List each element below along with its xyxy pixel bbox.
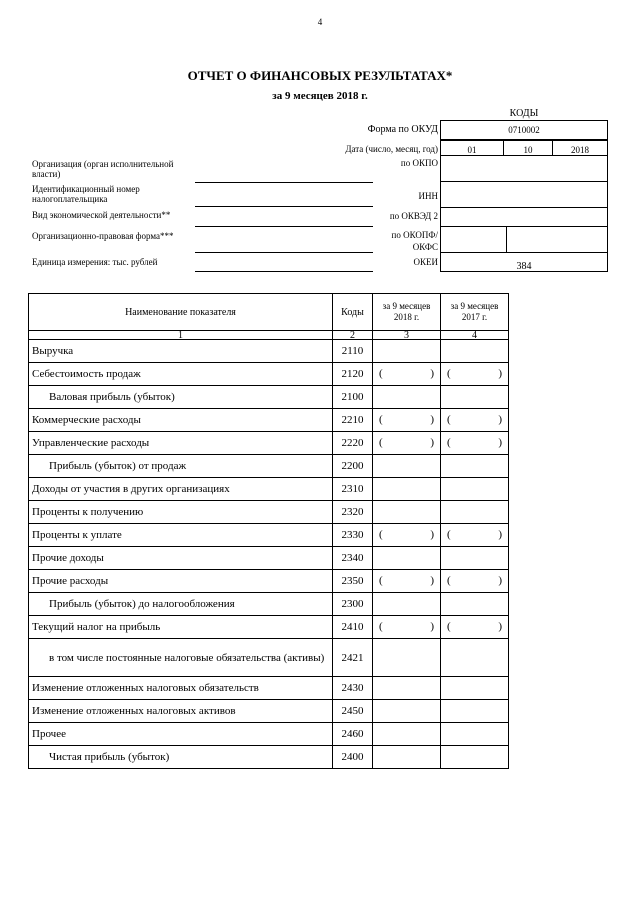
paren-close: ) bbox=[498, 574, 502, 587]
value-2018-cell bbox=[373, 455, 441, 478]
table-row bbox=[29, 386, 509, 409]
value-2018-cell bbox=[373, 677, 441, 700]
row-code: 2410 bbox=[333, 616, 373, 639]
row-label: Изменение отложенных налоговых обязательств bbox=[29, 677, 333, 700]
row-code: 2300 bbox=[333, 593, 373, 616]
paren-open: ( bbox=[379, 367, 383, 380]
row-code: 2200 bbox=[333, 455, 373, 478]
row-code: 2210 bbox=[333, 409, 373, 432]
value-2018-cell bbox=[373, 409, 441, 432]
paren-close: ) bbox=[498, 528, 502, 541]
row-label: Выручка bbox=[29, 340, 333, 363]
paren-close: ) bbox=[430, 413, 434, 426]
row-code: 2110 bbox=[333, 340, 373, 363]
paren-close: ) bbox=[430, 528, 434, 541]
value-2017-cell bbox=[441, 746, 509, 769]
row-code: 2340 bbox=[333, 547, 373, 570]
report-period: за 9 месяцев 2018 г. bbox=[272, 90, 368, 102]
row-code: 2430 bbox=[333, 677, 373, 700]
value-2017-cell bbox=[441, 363, 509, 386]
paren-close: ) bbox=[498, 620, 502, 633]
value-2018-cell bbox=[373, 570, 441, 593]
row-label: Прибыль (убыток) от продаж bbox=[29, 455, 333, 478]
value-2018-cell bbox=[373, 363, 441, 386]
date-label: Дата (число, месяц, год) bbox=[345, 144, 438, 154]
row-code: 2400 bbox=[333, 746, 373, 769]
row-label: в том числе постоянные налоговые обязательства (активы) bbox=[29, 639, 333, 677]
row-label: Себестоимость продаж bbox=[29, 363, 333, 386]
page-number: 4 bbox=[317, 17, 323, 27]
table-body bbox=[29, 340, 509, 769]
paren-open: ( bbox=[447, 620, 451, 633]
row-code: 2310 bbox=[333, 478, 373, 501]
row-code: 2120 bbox=[333, 363, 373, 386]
row-label: Валовая прибыль (убыток) bbox=[29, 386, 333, 409]
value-2018-cell bbox=[373, 639, 441, 677]
value-2018-cell bbox=[373, 700, 441, 723]
value-2017-cell bbox=[441, 432, 509, 455]
financial-results-table bbox=[28, 293, 509, 769]
value-2017-cell bbox=[441, 616, 509, 639]
table-row bbox=[29, 616, 509, 639]
table-row bbox=[29, 723, 509, 746]
paren-open: ( bbox=[379, 620, 383, 633]
paren-close: ) bbox=[430, 574, 434, 587]
unit-label: Единица измерения: тыс. рублей bbox=[32, 257, 158, 267]
value-2018-cell bbox=[373, 746, 441, 769]
value-2017-cell bbox=[441, 524, 509, 547]
header-name: Наименование показателя bbox=[29, 294, 333, 331]
table-row bbox=[29, 524, 509, 547]
value-2017-cell bbox=[441, 409, 509, 432]
value-2018-cell bbox=[373, 524, 441, 547]
paren-open: ( bbox=[447, 528, 451, 541]
okei-label: ОКЕИ bbox=[413, 257, 438, 267]
taxid-line bbox=[195, 206, 373, 207]
value-2017-cell bbox=[441, 723, 509, 746]
column-number: 3 bbox=[373, 331, 441, 340]
row-code: 2330 bbox=[333, 524, 373, 547]
paren-close: ) bbox=[430, 367, 434, 380]
okved-label: по ОКВЭД 2 bbox=[389, 211, 438, 221]
value-2017-cell bbox=[441, 386, 509, 409]
row-code: 2320 bbox=[333, 501, 373, 524]
table-row bbox=[29, 746, 509, 769]
table-row bbox=[29, 547, 509, 570]
row-code: 2460 bbox=[333, 723, 373, 746]
column-number: 4 bbox=[441, 331, 509, 340]
value-2018-cell bbox=[373, 432, 441, 455]
row-label: Прочее bbox=[29, 723, 333, 746]
paren-open: ( bbox=[447, 436, 451, 449]
inn-field bbox=[440, 181, 608, 208]
row-label: Чистая прибыль (убыток) bbox=[29, 746, 333, 769]
unit-line bbox=[195, 271, 373, 272]
table-row bbox=[29, 363, 509, 386]
row-label: Текущий налог на прибыль bbox=[29, 616, 333, 639]
row-label: Прибыль (убыток) до налогообложения bbox=[29, 593, 333, 616]
value-2017-cell bbox=[441, 478, 509, 501]
value-2017-cell bbox=[441, 340, 509, 363]
okpo-label: по ОКПО bbox=[400, 158, 438, 168]
paren-open: ( bbox=[379, 436, 383, 449]
paren-close: ) bbox=[498, 436, 502, 449]
okpo-field bbox=[440, 155, 608, 182]
paren-open: ( bbox=[379, 413, 383, 426]
table-row bbox=[29, 478, 509, 501]
date-year: 2018 bbox=[552, 140, 608, 156]
okei-value: 384 bbox=[440, 252, 608, 272]
row-label: Изменение отложенных налоговых активов bbox=[29, 700, 333, 723]
value-2018-cell bbox=[373, 478, 441, 501]
okud-label: Форма по ОКУД bbox=[367, 124, 438, 135]
row-label: Прочие расходы bbox=[29, 570, 333, 593]
taxid-label: Идентификационный номер налогоплательщика bbox=[32, 184, 140, 204]
date-day: 01 bbox=[440, 140, 504, 156]
table-row bbox=[29, 455, 509, 478]
table-row bbox=[29, 340, 509, 363]
row-code: 2350 bbox=[333, 570, 373, 593]
value-2018-cell bbox=[373, 593, 441, 616]
paren-close: ) bbox=[498, 413, 502, 426]
organization-label: Организация (орган исполнительной власти) bbox=[32, 159, 174, 179]
okfs-label: ОКФС bbox=[412, 242, 438, 252]
paren-open: ( bbox=[379, 574, 383, 587]
paren-close: ) bbox=[498, 367, 502, 380]
table-row bbox=[29, 677, 509, 700]
header-period-2018: за 9 месяцев 2018 г. bbox=[373, 294, 441, 331]
value-2017-cell bbox=[441, 570, 509, 593]
header-code: Коды bbox=[333, 294, 373, 331]
paren-close: ) bbox=[430, 436, 434, 449]
row-label: Проценты к получению bbox=[29, 501, 333, 524]
row-label: Прочие доходы bbox=[29, 547, 333, 570]
legal-form-label: Организационно-правовая форма*** bbox=[32, 231, 174, 241]
table-row bbox=[29, 409, 509, 432]
paren-close: ) bbox=[430, 620, 434, 633]
value-2017-cell bbox=[441, 593, 509, 616]
row-label: Управленческие расходы bbox=[29, 432, 333, 455]
okopf-field bbox=[440, 226, 507, 253]
activity-label: Вид экономической деятельности** bbox=[32, 210, 171, 220]
okud-value: 0710002 bbox=[440, 120, 608, 140]
legal-form-line bbox=[195, 252, 373, 253]
header-period-2017: за 9 месяцев 2017 г. bbox=[441, 294, 509, 331]
organization-line bbox=[195, 182, 373, 183]
table-row bbox=[29, 570, 509, 593]
value-2017-cell bbox=[441, 455, 509, 478]
paren-open: ( bbox=[447, 574, 451, 587]
date-month: 10 bbox=[503, 140, 553, 156]
value-2018-cell bbox=[373, 616, 441, 639]
value-2018-cell bbox=[373, 340, 441, 363]
value-2018-cell bbox=[373, 501, 441, 524]
value-2017-cell bbox=[441, 501, 509, 524]
value-2018-cell bbox=[373, 547, 441, 570]
value-2017-cell bbox=[441, 639, 509, 677]
value-2017-cell bbox=[441, 677, 509, 700]
row-code: 2100 bbox=[333, 386, 373, 409]
value-2017-cell bbox=[441, 547, 509, 570]
row-code: 2421 bbox=[333, 639, 373, 677]
okved-field bbox=[440, 207, 608, 227]
okfs-field bbox=[506, 226, 608, 253]
column-number: 2 bbox=[333, 331, 373, 340]
activity-line bbox=[195, 226, 373, 227]
table-row bbox=[29, 700, 509, 723]
codes-header: КОДЫ bbox=[509, 108, 539, 119]
row-label: Коммерческие расходы bbox=[29, 409, 333, 432]
table-row bbox=[29, 639, 509, 677]
table-row bbox=[29, 432, 509, 455]
row-label: Доходы от участия в других организациях bbox=[29, 478, 333, 501]
row-code: 2220 bbox=[333, 432, 373, 455]
paren-open: ( bbox=[447, 413, 451, 426]
paren-open: ( bbox=[379, 528, 383, 541]
table-row bbox=[29, 593, 509, 616]
report-title: ОТЧЕТ О ФИНАНСОВЫХ РЕЗУЛЬТАТАХ* bbox=[187, 68, 453, 83]
okopf-label: по ОКОПФ/ bbox=[391, 230, 438, 240]
row-code: 2450 bbox=[333, 700, 373, 723]
paren-open: ( bbox=[447, 367, 451, 380]
inn-label: ИНН bbox=[418, 191, 438, 201]
table-row bbox=[29, 501, 509, 524]
value-2018-cell bbox=[373, 386, 441, 409]
row-label: Проценты к уплате bbox=[29, 524, 333, 547]
column-number: 1 bbox=[29, 331, 333, 340]
value-2018-cell bbox=[373, 723, 441, 746]
value-2017-cell bbox=[441, 700, 509, 723]
